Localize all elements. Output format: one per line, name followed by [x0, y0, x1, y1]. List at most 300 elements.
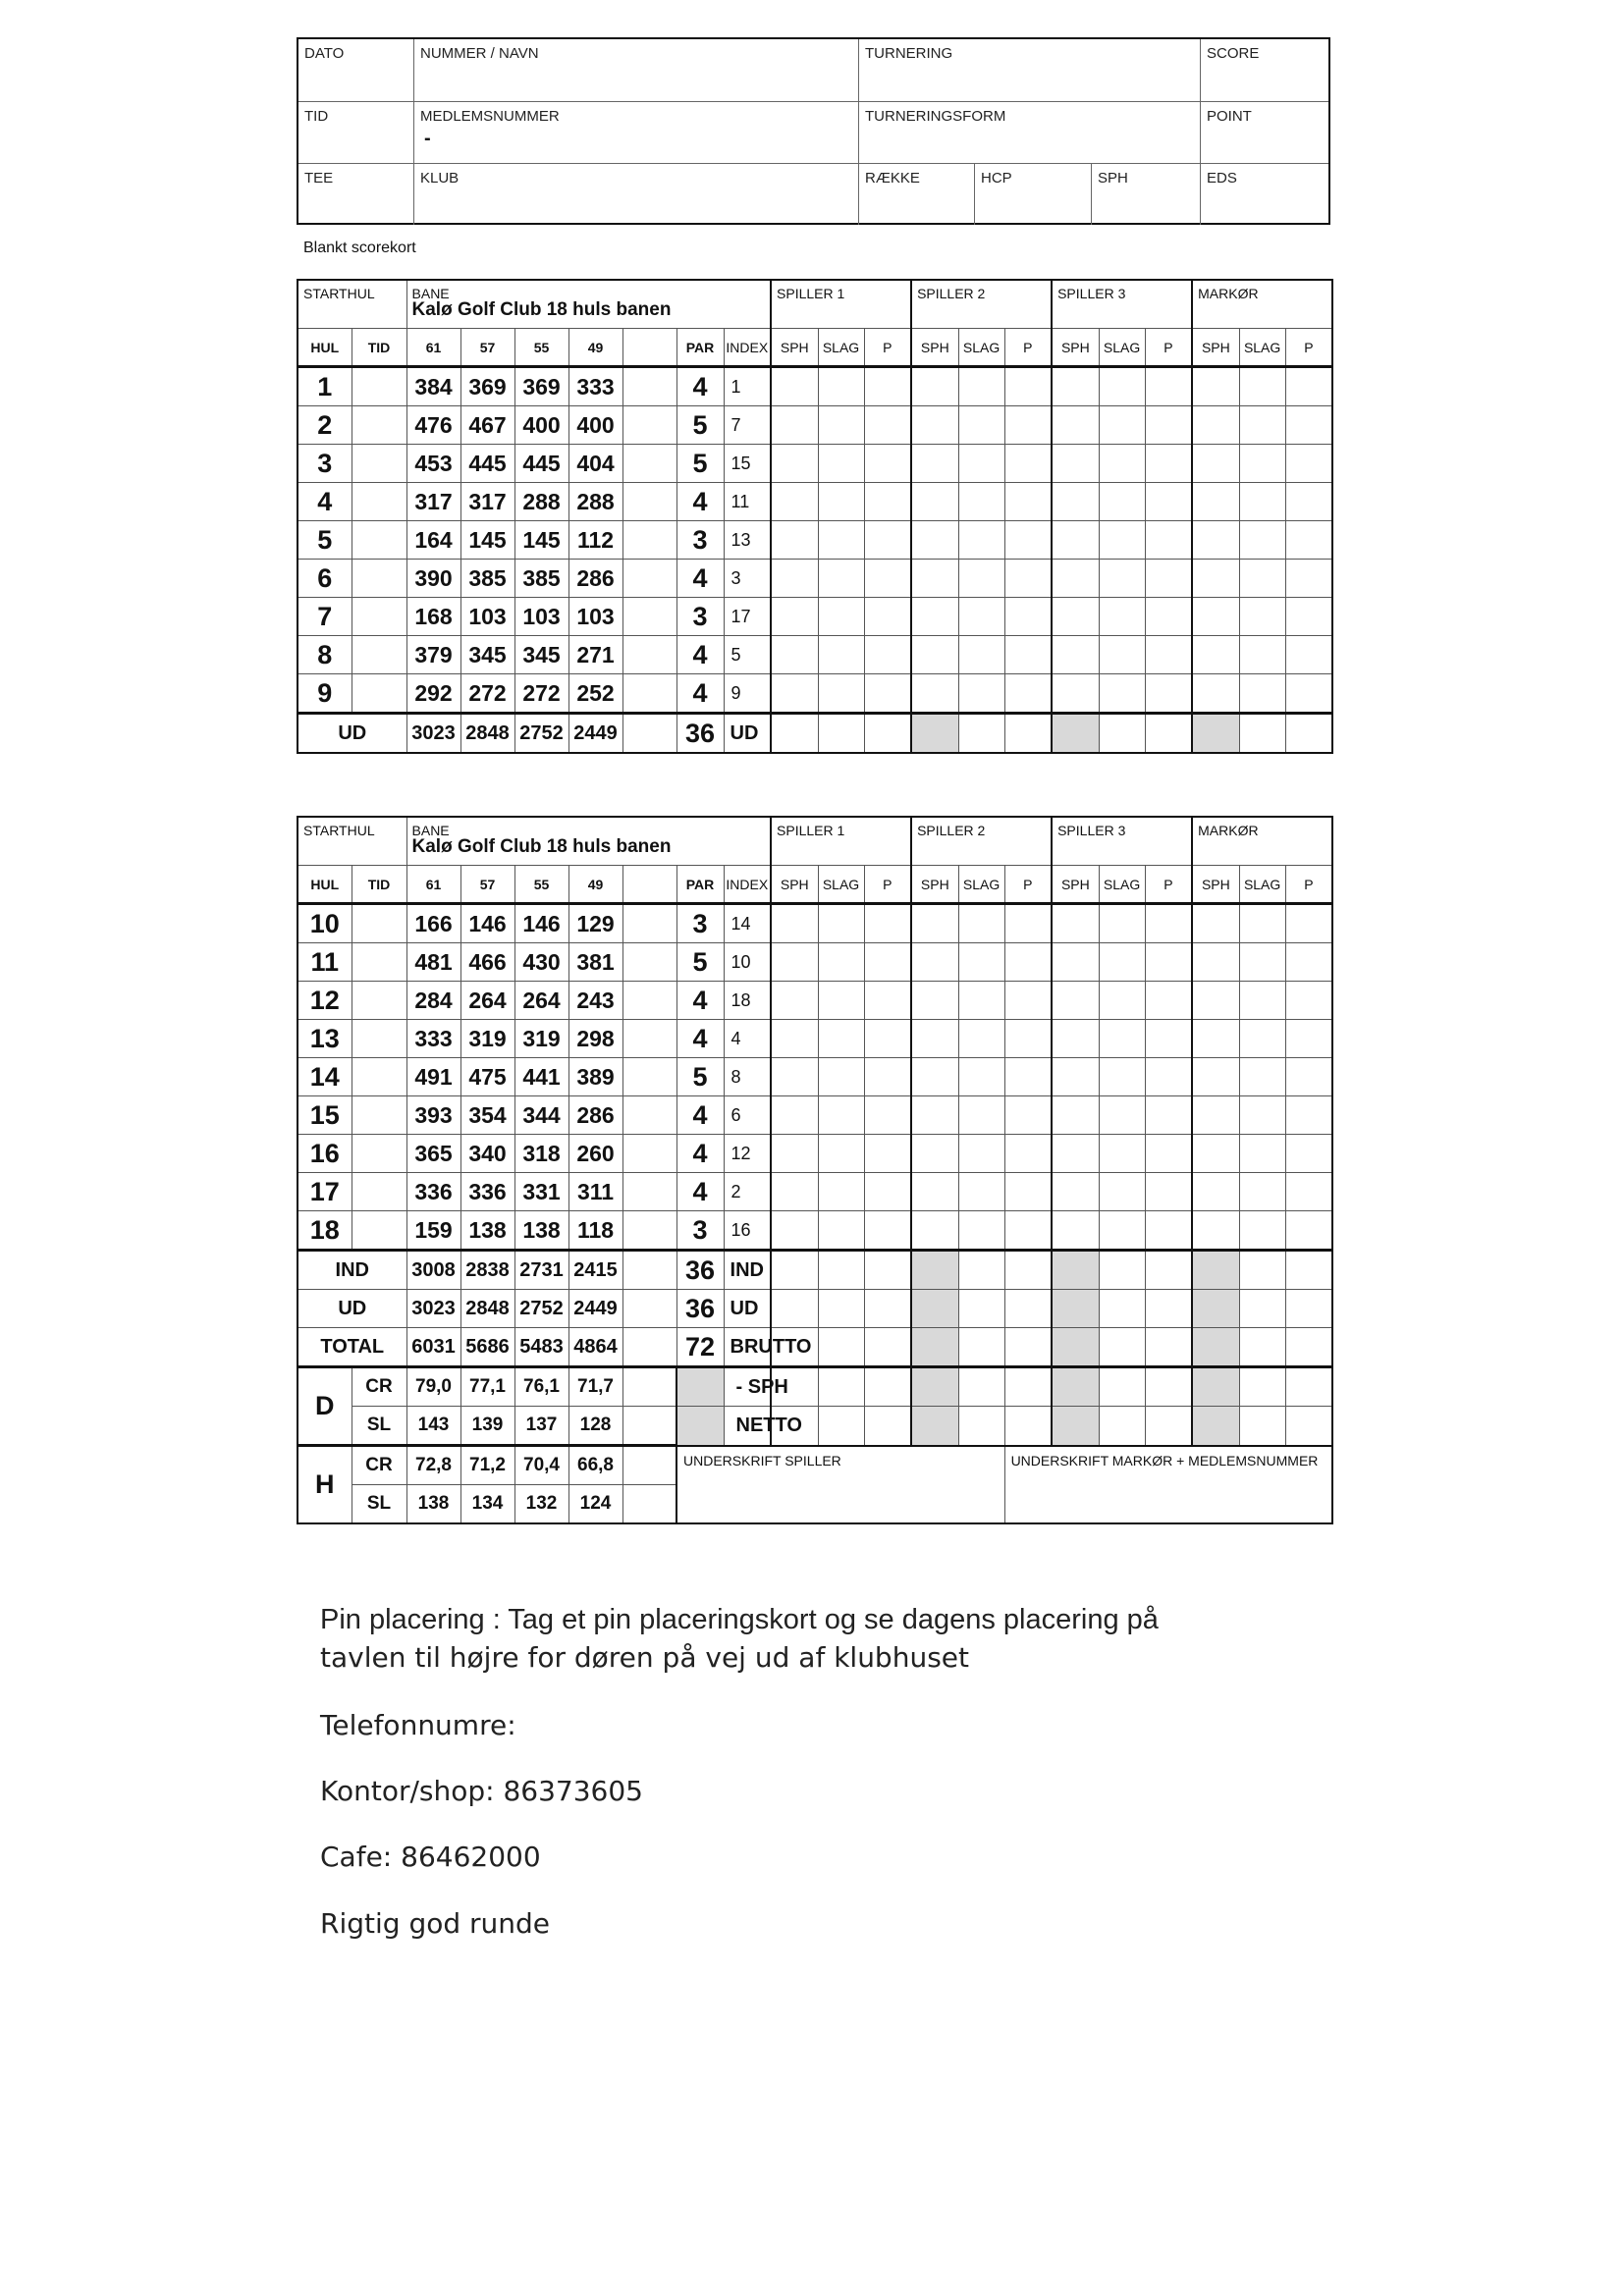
tid-cell[interactable] [352, 1058, 406, 1096]
total-p-cell[interactable] [1145, 1328, 1192, 1367]
score-slag-cell[interactable] [1239, 367, 1285, 406]
score-slag-cell[interactable] [958, 674, 1004, 714]
total-slag-cell[interactable] [1099, 714, 1145, 754]
score-sph-cell[interactable] [911, 1211, 958, 1251]
total-p-cell[interactable] [864, 1251, 911, 1290]
score-p-cell[interactable] [1285, 943, 1332, 982]
total-p-cell[interactable] [864, 1290, 911, 1328]
score-slag-cell[interactable] [1099, 406, 1145, 445]
score-sph-cell[interactable] [1052, 367, 1099, 406]
score-sph-cell[interactable] [771, 1135, 818, 1173]
score-sph-cell[interactable] [771, 1096, 818, 1135]
score-slag-cell[interactable] [958, 1058, 1004, 1096]
total-sph-cell[interactable] [771, 1290, 818, 1328]
score-p-cell[interactable] [1004, 1173, 1052, 1211]
rating-p-cell[interactable] [1145, 1407, 1192, 1446]
score-p-cell[interactable] [1004, 1058, 1052, 1096]
score-p-cell[interactable] [1004, 521, 1052, 560]
tid-cell[interactable] [352, 1096, 406, 1135]
score-sph-cell[interactable] [1052, 636, 1099, 674]
marker-signature-field[interactable]: UNDERSKRIFT MARKØR + MEDLEMSNUMMER [1004, 1446, 1332, 1524]
score-slag-cell[interactable] [1099, 560, 1145, 598]
score-p-cell[interactable] [864, 636, 911, 674]
score-p-cell[interactable] [1004, 636, 1052, 674]
score-p-cell[interactable] [1004, 367, 1052, 406]
total-p-cell[interactable] [1145, 1290, 1192, 1328]
score-slag-cell[interactable] [1099, 1096, 1145, 1135]
total-slag-cell[interactable] [1239, 1251, 1285, 1290]
score-p-cell[interactable] [864, 406, 911, 445]
score-sph-cell[interactable] [1052, 943, 1099, 982]
score-slag-cell[interactable] [958, 1173, 1004, 1211]
total-slag-cell[interactable] [1099, 1251, 1145, 1290]
rating-p-cell[interactable] [1285, 1407, 1332, 1446]
score-sph-cell[interactable] [1192, 521, 1239, 560]
score-sph-cell[interactable] [1192, 1020, 1239, 1058]
score-slag-cell[interactable] [1239, 982, 1285, 1020]
score-p-cell[interactable] [864, 904, 911, 943]
total-slag-cell[interactable] [818, 1290, 864, 1328]
score-p-cell[interactable] [1285, 445, 1332, 483]
score-slag-cell[interactable] [958, 1020, 1004, 1058]
score-p-cell[interactable] [864, 1173, 911, 1211]
rating-sph-cell[interactable] [911, 1407, 958, 1446]
score-sph-cell[interactable] [1192, 636, 1239, 674]
score-sph-cell[interactable] [1052, 1020, 1099, 1058]
score-slag-cell[interactable] [818, 483, 864, 521]
tid-cell[interactable] [352, 1173, 406, 1211]
total-slag-cell[interactable] [1239, 714, 1285, 754]
score-slag-cell[interactable] [1239, 1020, 1285, 1058]
score-slag-cell[interactable] [1239, 445, 1285, 483]
score-sph-cell[interactable] [911, 598, 958, 636]
score-sph-cell[interactable] [1192, 1058, 1239, 1096]
score-slag-cell[interactable] [1239, 521, 1285, 560]
score-p-cell[interactable] [864, 483, 911, 521]
score-sph-cell[interactable] [911, 521, 958, 560]
score-slag-cell[interactable] [1099, 445, 1145, 483]
score-sph-cell[interactable] [1192, 982, 1239, 1020]
score-sph-cell[interactable] [1052, 1096, 1099, 1135]
score-p-cell[interactable] [1145, 674, 1192, 714]
score-p-cell[interactable] [1145, 1058, 1192, 1096]
score-slag-cell[interactable] [1099, 674, 1145, 714]
score-slag-cell[interactable] [818, 1135, 864, 1173]
total-p-cell[interactable] [1285, 1328, 1332, 1367]
score-p-cell[interactable] [864, 521, 911, 560]
rating-sph-cell[interactable] [1052, 1367, 1099, 1407]
score-p-cell[interactable] [1145, 483, 1192, 521]
score-slag-cell[interactable] [958, 406, 1004, 445]
total-p-cell[interactable] [864, 1328, 911, 1367]
score-sph-cell[interactable] [1052, 1135, 1099, 1173]
score-sph-cell[interactable] [771, 674, 818, 714]
score-slag-cell[interactable] [958, 598, 1004, 636]
rating-sph-cell[interactable] [911, 1367, 958, 1407]
rating-slag-cell[interactable] [1239, 1367, 1285, 1407]
score-p-cell[interactable] [864, 982, 911, 1020]
score-p-cell[interactable] [864, 445, 911, 483]
score-p-cell[interactable] [864, 1211, 911, 1251]
score-sph-cell[interactable] [1052, 904, 1099, 943]
score-sph-cell[interactable] [1192, 1135, 1239, 1173]
score-p-cell[interactable] [1145, 406, 1192, 445]
score-p-cell[interactable] [1285, 521, 1332, 560]
tid-cell[interactable] [352, 367, 406, 406]
score-slag-cell[interactable] [1099, 1135, 1145, 1173]
score-slag-cell[interactable] [818, 1020, 864, 1058]
total-p-cell[interactable] [1145, 1251, 1192, 1290]
score-p-cell[interactable] [1145, 445, 1192, 483]
total-sph-cell[interactable] [911, 714, 958, 754]
score-slag-cell[interactable] [818, 445, 864, 483]
tid-cell[interactable] [352, 1135, 406, 1173]
score-sph-cell[interactable] [1052, 445, 1099, 483]
score-p-cell[interactable] [1145, 904, 1192, 943]
score-slag-cell[interactable] [1239, 1211, 1285, 1251]
score-p-cell[interactable] [1004, 560, 1052, 598]
total-p-cell[interactable] [1004, 714, 1052, 754]
score-slag-cell[interactable] [958, 1211, 1004, 1251]
score-slag-cell[interactable] [1099, 636, 1145, 674]
rating-p-cell[interactable] [864, 1407, 911, 1446]
score-sph-cell[interactable] [1192, 598, 1239, 636]
score-p-cell[interactable] [1285, 1211, 1332, 1251]
score-p-cell[interactable] [1004, 1211, 1052, 1251]
score-p-cell[interactable] [864, 943, 911, 982]
score-sph-cell[interactable] [1052, 406, 1099, 445]
total-slag-cell[interactable] [958, 1290, 1004, 1328]
total-p-cell[interactable] [1004, 1328, 1052, 1367]
total-sph-cell[interactable] [911, 1290, 958, 1328]
score-sph-cell[interactable] [1192, 1173, 1239, 1211]
score-slag-cell[interactable] [1239, 1173, 1285, 1211]
total-sph-cell[interactable] [1192, 1290, 1239, 1328]
tid-cell[interactable] [352, 1020, 406, 1058]
score-slag-cell[interactable] [958, 636, 1004, 674]
score-sph-cell[interactable] [1052, 982, 1099, 1020]
tid-cell[interactable] [352, 598, 406, 636]
score-sph-cell[interactable] [911, 943, 958, 982]
total-slag-cell[interactable] [958, 1328, 1004, 1367]
score-slag-cell[interactable] [818, 1096, 864, 1135]
score-sph-cell[interactable] [771, 406, 818, 445]
score-slag-cell[interactable] [1099, 483, 1145, 521]
score-sph-cell[interactable] [911, 445, 958, 483]
score-p-cell[interactable] [1004, 1135, 1052, 1173]
score-slag-cell[interactable] [1099, 598, 1145, 636]
score-sph-cell[interactable] [771, 943, 818, 982]
score-slag-cell[interactable] [818, 1211, 864, 1251]
score-slag-cell[interactable] [1239, 674, 1285, 714]
score-slag-cell[interactable] [1099, 1020, 1145, 1058]
score-slag-cell[interactable] [818, 367, 864, 406]
score-p-cell[interactable] [1004, 1096, 1052, 1135]
score-sph-cell[interactable] [771, 636, 818, 674]
total-slag-cell[interactable] [1099, 1290, 1145, 1328]
total-sph-cell[interactable] [911, 1251, 958, 1290]
score-slag-cell[interactable] [1239, 406, 1285, 445]
score-slag-cell[interactable] [1239, 904, 1285, 943]
score-p-cell[interactable] [1145, 943, 1192, 982]
tid-cell[interactable] [352, 521, 406, 560]
tid-cell[interactable] [352, 445, 406, 483]
score-sph-cell[interactable] [1192, 674, 1239, 714]
score-p-cell[interactable] [1285, 367, 1332, 406]
total-slag-cell[interactable] [818, 1251, 864, 1290]
score-slag-cell[interactable] [818, 598, 864, 636]
rating-slag-cell[interactable] [958, 1407, 1004, 1446]
score-sph-cell[interactable] [1192, 560, 1239, 598]
rating-slag-cell[interactable] [818, 1407, 864, 1446]
score-sph-cell[interactable] [1192, 445, 1239, 483]
score-sph-cell[interactable] [1192, 1096, 1239, 1135]
total-slag-cell[interactable] [1239, 1290, 1285, 1328]
total-sph-cell[interactable] [1192, 1328, 1239, 1367]
total-sph-cell[interactable] [1052, 714, 1099, 754]
score-sph-cell[interactable] [1052, 560, 1099, 598]
score-slag-cell[interactable] [818, 636, 864, 674]
score-sph-cell[interactable] [911, 1020, 958, 1058]
score-sph-cell[interactable] [911, 367, 958, 406]
tid-cell[interactable] [352, 1211, 406, 1251]
total-slag-cell[interactable] [818, 1328, 864, 1367]
score-p-cell[interactable] [1285, 1058, 1332, 1096]
score-p-cell[interactable] [1285, 1096, 1332, 1135]
tid-cell[interactable] [352, 560, 406, 598]
score-p-cell[interactable] [864, 1020, 911, 1058]
score-sph-cell[interactable] [771, 560, 818, 598]
rating-sph-cell[interactable] [1052, 1407, 1099, 1446]
score-sph-cell[interactable] [771, 1020, 818, 1058]
score-sph-cell[interactable] [771, 483, 818, 521]
score-slag-cell[interactable] [1099, 367, 1145, 406]
rating-p-cell[interactable] [1285, 1367, 1332, 1407]
score-p-cell[interactable] [1145, 636, 1192, 674]
score-p-cell[interactable] [1004, 598, 1052, 636]
score-sph-cell[interactable] [911, 483, 958, 521]
score-p-cell[interactable] [1285, 1135, 1332, 1173]
score-p-cell[interactable] [1285, 904, 1332, 943]
score-p-cell[interactable] [1004, 982, 1052, 1020]
total-sph-cell[interactable] [1192, 1251, 1239, 1290]
score-sph-cell[interactable] [1052, 1058, 1099, 1096]
rating-sph-cell[interactable] [1192, 1367, 1239, 1407]
score-p-cell[interactable] [864, 1058, 911, 1096]
score-p-cell[interactable] [1004, 674, 1052, 714]
score-p-cell[interactable] [1004, 445, 1052, 483]
total-slag-cell[interactable] [818, 714, 864, 754]
score-slag-cell[interactable] [958, 445, 1004, 483]
score-slag-cell[interactable] [818, 674, 864, 714]
score-slag-cell[interactable] [1239, 1135, 1285, 1173]
score-sph-cell[interactable] [911, 406, 958, 445]
score-p-cell[interactable] [1004, 904, 1052, 943]
score-p-cell[interactable] [864, 560, 911, 598]
score-sph-cell[interactable] [911, 1058, 958, 1096]
score-p-cell[interactable] [864, 674, 911, 714]
total-sph-cell[interactable] [1052, 1290, 1099, 1328]
total-sph-cell[interactable] [1052, 1328, 1099, 1367]
total-slag-cell[interactable] [1099, 1328, 1145, 1367]
score-p-cell[interactable] [1145, 521, 1192, 560]
score-p-cell[interactable] [1285, 1020, 1332, 1058]
score-sph-cell[interactable] [1192, 943, 1239, 982]
score-slag-cell[interactable] [1239, 943, 1285, 982]
score-sph-cell[interactable] [911, 1096, 958, 1135]
score-p-cell[interactable] [1145, 1020, 1192, 1058]
score-slag-cell[interactable] [1099, 982, 1145, 1020]
score-p-cell[interactable] [1285, 560, 1332, 598]
total-slag-cell[interactable] [1239, 1328, 1285, 1367]
rating-p-cell[interactable] [1145, 1367, 1192, 1407]
total-p-cell[interactable] [1145, 714, 1192, 754]
score-sph-cell[interactable] [1192, 483, 1239, 521]
score-p-cell[interactable] [1145, 1211, 1192, 1251]
score-sph-cell[interactable] [911, 560, 958, 598]
score-slag-cell[interactable] [1099, 521, 1145, 560]
score-slag-cell[interactable] [958, 483, 1004, 521]
rating-p-cell[interactable] [1004, 1367, 1052, 1407]
score-p-cell[interactable] [1145, 1173, 1192, 1211]
rating-p-cell[interactable] [1004, 1407, 1052, 1446]
score-p-cell[interactable] [864, 598, 911, 636]
score-slag-cell[interactable] [958, 560, 1004, 598]
score-slag-cell[interactable] [818, 904, 864, 943]
tid-cell[interactable] [352, 943, 406, 982]
score-p-cell[interactable] [864, 367, 911, 406]
score-slag-cell[interactable] [1099, 943, 1145, 982]
score-p-cell[interactable] [1285, 406, 1332, 445]
total-p-cell[interactable] [1004, 1290, 1052, 1328]
score-sph-cell[interactable] [1052, 1173, 1099, 1211]
rating-slag-cell[interactable] [818, 1367, 864, 1407]
score-slag-cell[interactable] [1239, 598, 1285, 636]
total-p-cell[interactable] [1004, 1251, 1052, 1290]
score-slag-cell[interactable] [818, 560, 864, 598]
score-sph-cell[interactable] [771, 1173, 818, 1211]
score-sph-cell[interactable] [1192, 406, 1239, 445]
score-p-cell[interactable] [1004, 483, 1052, 521]
tid-cell[interactable] [352, 674, 406, 714]
score-p-cell[interactable] [864, 1135, 911, 1173]
score-slag-cell[interactable] [958, 521, 1004, 560]
score-p-cell[interactable] [1145, 1096, 1192, 1135]
score-slag-cell[interactable] [1239, 1058, 1285, 1096]
score-slag-cell[interactable] [958, 367, 1004, 406]
score-sph-cell[interactable] [771, 598, 818, 636]
score-sph-cell[interactable] [1052, 483, 1099, 521]
score-p-cell[interactable] [1285, 598, 1332, 636]
total-slag-cell[interactable] [958, 1251, 1004, 1290]
score-p-cell[interactable] [1285, 1173, 1332, 1211]
score-sph-cell[interactable] [911, 636, 958, 674]
tid-cell[interactable] [352, 904, 406, 943]
rating-sph-cell[interactable] [1192, 1407, 1239, 1446]
total-sph-cell[interactable] [1192, 714, 1239, 754]
score-p-cell[interactable] [1145, 560, 1192, 598]
total-sph-cell[interactable] [771, 714, 818, 754]
tid-cell[interactable] [352, 982, 406, 1020]
score-slag-cell[interactable] [1099, 1211, 1145, 1251]
score-sph-cell[interactable] [1192, 1211, 1239, 1251]
score-slag-cell[interactable] [958, 1135, 1004, 1173]
score-sph-cell[interactable] [911, 1135, 958, 1173]
rating-slag-cell[interactable] [1099, 1367, 1145, 1407]
score-p-cell[interactable] [1004, 406, 1052, 445]
rating-slag-cell[interactable] [1239, 1407, 1285, 1446]
score-sph-cell[interactable] [911, 1173, 958, 1211]
rating-slag-cell[interactable] [958, 1367, 1004, 1407]
score-slag-cell[interactable] [1239, 560, 1285, 598]
player-signature-field[interactable]: UNDERSKRIFT SPILLER [676, 1446, 1004, 1524]
total-p-cell[interactable] [1285, 1290, 1332, 1328]
score-p-cell[interactable] [1285, 636, 1332, 674]
score-slag-cell[interactable] [1239, 483, 1285, 521]
score-p-cell[interactable] [1285, 674, 1332, 714]
score-p-cell[interactable] [1145, 1135, 1192, 1173]
score-sph-cell[interactable] [911, 904, 958, 943]
score-sph-cell[interactable] [1052, 598, 1099, 636]
score-p-cell[interactable] [1145, 598, 1192, 636]
total-sph-cell[interactable] [771, 1251, 818, 1290]
score-sph-cell[interactable] [771, 445, 818, 483]
score-p-cell[interactable] [1285, 483, 1332, 521]
score-p-cell[interactable] [1145, 367, 1192, 406]
total-p-cell[interactable] [1285, 1251, 1332, 1290]
total-p-cell[interactable] [1285, 714, 1332, 754]
total-sph-cell[interactable] [1052, 1251, 1099, 1290]
score-sph-cell[interactable] [911, 674, 958, 714]
score-slag-cell[interactable] [818, 1058, 864, 1096]
score-sph-cell[interactable] [911, 982, 958, 1020]
rating-slag-cell[interactable] [1099, 1407, 1145, 1446]
score-sph-cell[interactable] [771, 1058, 818, 1096]
score-p-cell[interactable] [1004, 943, 1052, 982]
score-slag-cell[interactable] [1239, 1096, 1285, 1135]
score-sph-cell[interactable] [1192, 367, 1239, 406]
rating-p-cell[interactable] [864, 1367, 911, 1407]
score-p-cell[interactable] [1145, 982, 1192, 1020]
score-sph-cell[interactable] [771, 367, 818, 406]
score-slag-cell[interactable] [818, 943, 864, 982]
score-slag-cell[interactable] [958, 982, 1004, 1020]
total-slag-cell[interactable] [958, 714, 1004, 754]
tid-cell[interactable] [352, 406, 406, 445]
score-sph-cell[interactable] [1052, 674, 1099, 714]
score-sph-cell[interactable] [771, 982, 818, 1020]
score-slag-cell[interactable] [1099, 904, 1145, 943]
total-p-cell[interactable] [864, 714, 911, 754]
tid-cell[interactable] [352, 483, 406, 521]
score-slag-cell[interactable] [818, 521, 864, 560]
score-slag-cell[interactable] [818, 1173, 864, 1211]
tid-cell[interactable] [352, 636, 406, 674]
score-slag-cell[interactable] [958, 943, 1004, 982]
score-sph-cell[interactable] [1052, 521, 1099, 560]
score-slag-cell[interactable] [1099, 1058, 1145, 1096]
score-slag-cell[interactable] [1099, 1173, 1145, 1211]
score-slag-cell[interactable] [818, 982, 864, 1020]
score-p-cell[interactable] [864, 1096, 911, 1135]
score-slag-cell[interactable] [958, 904, 1004, 943]
score-p-cell[interactable] [1285, 982, 1332, 1020]
total-sph-cell[interactable] [911, 1328, 958, 1367]
score-sph-cell[interactable] [1192, 904, 1239, 943]
score-sph-cell[interactable] [771, 1211, 818, 1251]
score-slag-cell[interactable] [958, 1096, 1004, 1135]
score-p-cell[interactable] [1004, 1020, 1052, 1058]
